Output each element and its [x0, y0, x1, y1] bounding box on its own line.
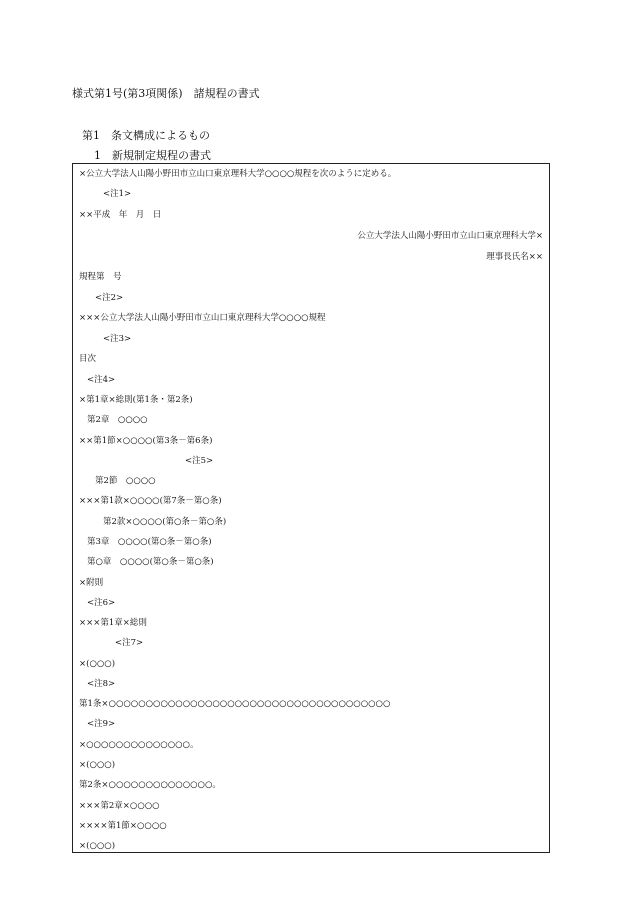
note-2: <注2> — [95, 293, 124, 303]
regulation-title-line: ×××公立大学法人山陽小野田市立山口東京理科大学○○○○規程 — [79, 313, 326, 323]
toc-line: 第2章 ○○○○ — [87, 415, 148, 425]
toc-heading: 目次 — [79, 354, 97, 364]
form-title: 様式第1号(第3項関係) 諸規程の書式 — [72, 87, 260, 100]
article-caption: ×(○○○) — [79, 841, 116, 851]
toc-line: ×第1章×総則(第1条・第2条) — [79, 395, 193, 405]
president-name-line: 理事長氏名×× — [486, 252, 543, 262]
note-8: <注8> — [87, 679, 116, 689]
note-1: <注1> — [103, 189, 132, 199]
toc-line: 第2節 ○○○○ — [95, 476, 156, 486]
note-3: <注3> — [103, 334, 132, 344]
article-2-line: 第2条×○○○○○○○○○○○○○○。 — [79, 780, 221, 790]
note-7: <注7> — [115, 638, 144, 648]
form-template-box — [72, 163, 550, 853]
institution-name-line: 公立大学法人山陽小野田市立山口東京理科大学× — [357, 231, 543, 241]
toc-line: 第3章 ○○○○(第○条－第○条) — [87, 537, 212, 547]
section-heading-line: ××××第1節×○○○○ — [79, 821, 167, 831]
toc-line: ×××第1款×○○○○(第7条－第○条) — [79, 496, 222, 506]
regulation-number-line: 規程第 号 — [79, 272, 122, 282]
date-line: ××平成 年 月 日 — [79, 210, 162, 220]
article-caption: ×(○○○) — [79, 659, 116, 669]
subsection-heading: 1 新規制定規程の書式 — [94, 149, 211, 162]
article-caption: ×(○○○) — [79, 760, 116, 770]
chapter-heading: ×××第1章×総則 — [79, 618, 147, 628]
toc-line: ××第1節×○○○○(第3条－第6条) — [79, 436, 213, 446]
preamble-line: ×公立大学法人山陽小野田市立山口東京理科大学○○○○規程を次のように定める。 — [79, 169, 397, 179]
section-heading: 第1 条文構成によるもの — [82, 129, 210, 142]
article-text-line: ×○○○○○○○○○○○○○○。 — [79, 740, 199, 750]
note-4: <注4> — [87, 375, 116, 385]
toc-line: ×附則 — [79, 578, 104, 588]
chapter-heading: ×××第2章×○○○○ — [79, 801, 160, 811]
article-1-line: 第1条×○○○○○○○○○○○○○○○○○○○○○○○○○○○○○○○○○○○○○○ — [79, 699, 391, 709]
toc-line: 第○章 ○○○○(第○条－第○条) — [87, 557, 214, 567]
note-5: <注5> — [185, 456, 214, 466]
note-9: <注9> — [87, 719, 116, 729]
note-6: <注6> — [87, 598, 116, 608]
toc-line: 第2款×○○○○(第○条－第○条) — [103, 517, 227, 527]
